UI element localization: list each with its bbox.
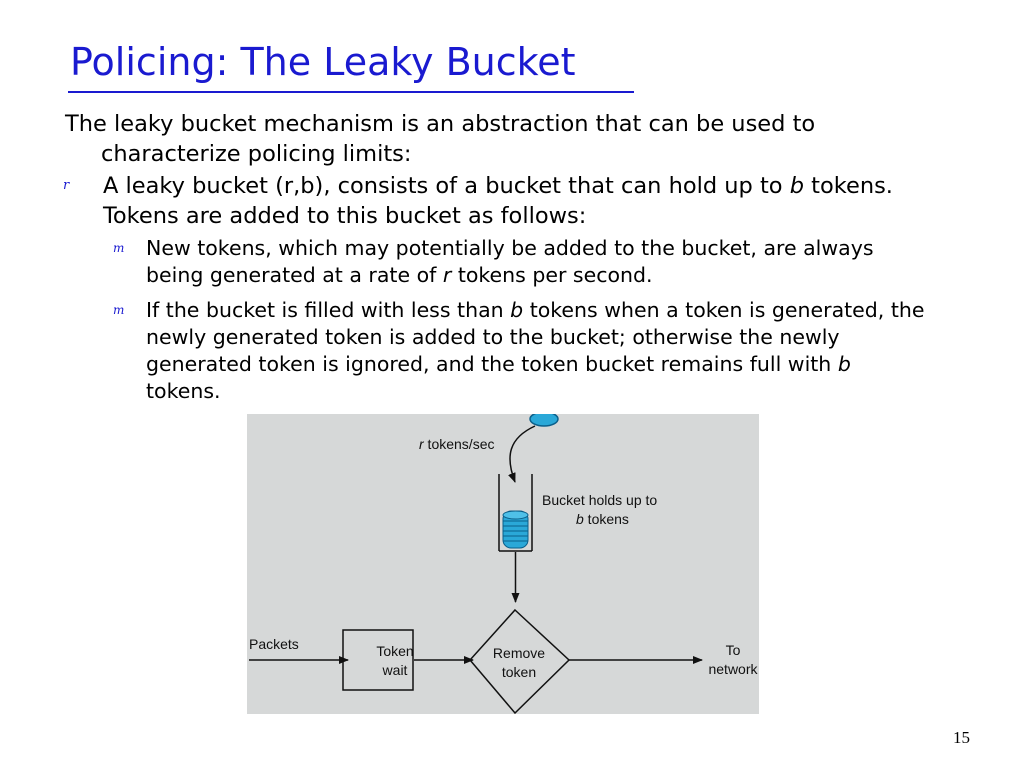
token-wait-label-line2: wait <box>382 662 408 678</box>
token-arrival-arrow <box>510 426 535 482</box>
bullet-marker: r <box>63 178 70 193</box>
token-wait-box <box>343 630 413 690</box>
rate-label: r tokens/sec <box>419 436 495 452</box>
diagram-svg <box>247 414 759 714</box>
page-number: 15 <box>953 728 970 747</box>
title-underline <box>68 91 634 93</box>
sub2-text-c: tokens when a token is generated, the newly generated token is added to the bucket; otherwise the newly generated token is ignored, and the token bucket remains full with <box>146 298 925 376</box>
remove-token-diamond <box>470 610 569 713</box>
sub2-text-a: If the bucket is filled with less than <box>146 298 511 322</box>
token-wait-label-line1: Token <box>376 643 414 659</box>
sub2-text-d: tokens. <box>146 379 221 403</box>
bucket-capacity-label-line1: Bucket holds up to <box>542 492 658 508</box>
var-r: r <box>442 263 452 287</box>
bullet-lead: A leaky bucket (r,b), consists of a bucket that can hold up to <box>103 173 783 199</box>
sub-bullet-marker: m <box>113 303 125 317</box>
incoming-token-icon <box>530 414 558 426</box>
var-b: b <box>510 298 524 322</box>
token-stack-icon <box>503 511 528 548</box>
var-b: b <box>789 173 805 199</box>
sub-bullet-bucket-full <box>113 297 925 405</box>
sub-bullet-marker: m <box>113 241 125 255</box>
bullet-tail: tokens. Tokens are added to this bucket as follows: <box>103 173 893 229</box>
slide-title: Policing: The Leaky Bucket <box>70 40 576 84</box>
slide-body <box>65 109 925 405</box>
remove-token-label-line2: token <box>501 664 537 680</box>
bucket-capacity-label-line2: b tokens <box>576 511 629 527</box>
remove-token-label-line1: Remove <box>492 645 546 661</box>
sub1-text-b: tokens per second. <box>451 263 653 287</box>
intro-paragraph: The leaky bucket mechanism is an abstraction that can be used to characterize policing limits: <box>65 111 816 167</box>
var-b: b <box>837 352 851 376</box>
sub1-text-a: New tokens, which may potentially be added to the bucket, are always being generated at a rate of <box>146 236 874 287</box>
sub-bullet-token-rate <box>113 235 925 289</box>
bullet-leaky-bucket <box>65 171 925 231</box>
token-bucket-diagram <box>247 414 759 714</box>
packets-label: Packets <box>249 636 299 652</box>
to-network-label-line2: network <box>708 661 758 677</box>
to-network-label-line1: To <box>725 642 741 658</box>
